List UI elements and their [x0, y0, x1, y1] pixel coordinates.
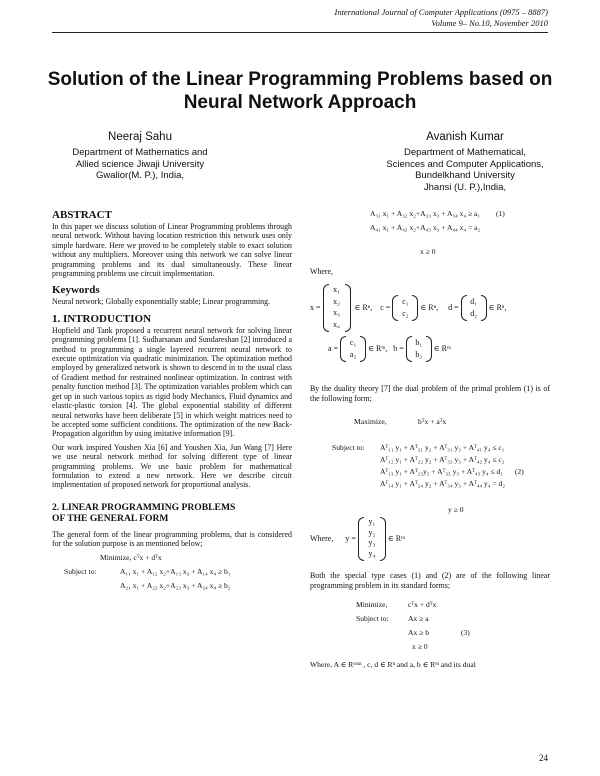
author-1-aff-1: Department of Mathematics and — [72, 147, 208, 158]
journal-volume: Volume 9– No.10, November 2010 — [431, 18, 548, 28]
intro-para-2: Our work inspired Youshen Xia [6] and Youshen Xia, Jun Wang [7] Here we use neural network method for solving different type of linear programming problems. We use basic problem for mathematical formulation to extend a new network. Here we describe circuit implementation of proposed network for proportional analysis. — [52, 442, 292, 490]
primal-constraint-3-text: A₃₁ x₁ + A₃₂ x₂+A₃₃ x₃ + A₃₄ x₄ ≥ a₁ — [370, 209, 481, 218]
primal-subject-label: Subject to: — [64, 566, 97, 576]
where-label-2: Where, — [310, 534, 334, 544]
std-min-expr: cᵀx + dᵀx — [408, 600, 437, 610]
vector-row-1 — [310, 284, 550, 332]
primal-constraint-4: A₄₁ x₁ + A₄₂ x₂+A₄₃ x₃ + A₄₄ x₄ = a₂ — [370, 223, 481, 232]
section-2-para: The general form of the linear programming problems, that is considered for the solution purpose is an mentioned below; — [52, 529, 292, 549]
intro-para-1: Hopfield and Tank proposed a recurrent neural network for solving linear programming problems [1]. Sudharsanan and Sundareshan [2] introduced a method to programming a single layered recurrent neural network to execute optimization via quadratic minimization. The optimization method employed by generalized network is shown to descend in to the usual class of Gradient method for restrained nonlinear optimization. In contrast with penalty function method [3]. The optimization variables problem which can get up in such various topics as rigid body Mechanics, Fluid dynamics and elastic-plastic torsion [4]. The global exponential stability of different neural networks have been deliberate [5] in which weight matrices need to be accepted some sufficient conditions. The optimization of the new Back-Propagation algorithm by using imitative information [9]. — [52, 325, 292, 439]
a-eq: a = — [328, 344, 339, 354]
primal-constraint-3 — [310, 209, 550, 219]
dual-constraint-2: Aᵀ₁₂ y₁ + Aᵀ₂₂ y₂ + Aᵀ₃₂ y₃ + Aᵀ₄₂ y₄ ≤ c₂ — [380, 455, 505, 465]
std-constraint-2-text: Ax ≥ b — [408, 628, 430, 638]
y-vec-0: y₁ — [368, 517, 376, 527]
std-nonneg: x ≥ 0 — [412, 642, 428, 652]
primal-constraint-2: A₂₁ x₁ + A₂₂ x₂+A₂₃ x₃ + A₂₄ x₄ ≥ b₂ — [120, 580, 231, 590]
a-vec-0: c₁ — [349, 338, 357, 348]
author-1-block — [40, 130, 240, 182]
x-vec-2: x₃ — [333, 308, 340, 318]
d-eq: d = — [448, 303, 459, 313]
c-in-rn: ∈ Rⁿ — [420, 303, 437, 313]
dual-constraint-1 — [310, 443, 550, 453]
c-vector — [392, 295, 418, 321]
std-subject-label: Subject to: — [356, 614, 389, 624]
std-objective — [310, 600, 550, 610]
dual-para: By the duality theory [7] the dual problem of the primal problem (1) is of the following form; — [310, 384, 550, 403]
x-vec-1: x₂ — [333, 296, 340, 306]
c-eq: c = — [380, 303, 391, 313]
intro-heading: 1. INTRODUCTION — [52, 312, 152, 325]
title-line-1: Solution of the Linear Programming Problems based on — [47, 69, 553, 90]
equation-3-number: (3) — [460, 628, 470, 638]
dual-subject-label: Subject to: — [332, 443, 365, 453]
b-vec-1: b₂ — [415, 350, 423, 360]
author-2-name: Avanish Kumar — [426, 131, 504, 143]
b-vector — [406, 336, 432, 362]
author-2-aff-2: Sciences and Computer Applications, — [386, 158, 544, 170]
journal-name: International Journal of Computer Applications (0975 – 8887) — [334, 7, 548, 17]
author-2-aff-1: Department of Mathematical, — [404, 147, 526, 158]
a-in-rm: ∈ Rᵐ — [368, 344, 386, 354]
dual-constraint-1-text: Aᵀ₁₁ y₁ + Aᵀ₂₁ y₂ + Aᵀ₃₁ y₃ + Aᵀ₄₁ y₄ ≤ c₁ — [380, 443, 505, 453]
x-vector — [323, 284, 351, 332]
dual-nonneg: y ≥ 0 — [448, 505, 464, 515]
primal-nonneg: x ≥ 0 — [420, 247, 436, 256]
standard-form-para: Both the special type cases (1) and (2) are of the following linear programming problem in its standard forms; — [310, 571, 550, 590]
author-2-aff-3: Bundelkhand University — [415, 170, 515, 181]
a-vec-1: a₂ — [349, 350, 357, 360]
primal-objective: Minimize, cᵀx + dᵀx — [100, 552, 162, 562]
author-1-name: Neeraj Sahu — [108, 131, 172, 143]
y-vector — [358, 517, 386, 561]
right-column — [310, 209, 550, 670]
paper-title — [40, 68, 560, 114]
dual-objective — [310, 417, 550, 427]
d-vector — [461, 295, 487, 321]
y-in-rm: ∈ Rᵐ — [387, 534, 406, 544]
d-in-rn: ∈ Rⁿ — [488, 303, 505, 313]
y-vector-row — [310, 517, 550, 561]
dual-constraint-3 — [310, 467, 550, 477]
x-eq: x = — [310, 303, 321, 313]
y-eq: y = — [345, 534, 356, 544]
abstract-text: In this paper we discuss solution of Linear Programming problems through neural network. Without having location restriction this network uses only simple hardware. Here we proved to be completely stable to exact solution without any multipliers. Moreover using this network we can solve linear programming problems and its dual simultaneously. These linear programming problems use circuit implementation. — [52, 222, 292, 279]
std-constraint-1 — [310, 614, 550, 624]
where-label-1: Where, — [310, 267, 333, 276]
author-2-block — [365, 130, 565, 193]
maximize-expr: bᵀx + aᵀx — [418, 417, 447, 427]
author-1-aff-2: Allied science Jiwaji University — [75, 158, 205, 170]
a-vector — [340, 336, 366, 362]
author-1-aff-3: Gwalior(M. P.), India, — [96, 170, 184, 181]
left-column — [52, 209, 292, 591]
maximize-label: Maximize, — [354, 417, 387, 427]
comma-3: , — [504, 303, 507, 313]
section-2-heading-1: 2. LINEAR PROGRAMMING PROBLEMS — [52, 501, 236, 513]
x-in-rn: ∈ Rⁿ — [354, 303, 371, 313]
d-vec-1: d₂ — [470, 309, 478, 319]
c-vec-0: c₁ — [402, 297, 409, 307]
b-eq: b = — [393, 344, 404, 354]
abstract-heading: ABSTRACT — [52, 209, 112, 221]
std-min-label: Minimize, — [356, 600, 388, 610]
d-vec-0: d₁ — [470, 297, 478, 307]
comma-4: , — [385, 344, 388, 354]
closing-line: Where, A ∈ Rᵐˣⁿ , c, d ∈ Rⁿ and a, b ∈ Rᵐ and its dual — [310, 660, 476, 670]
b-vec-0: b₁ — [415, 338, 423, 348]
c-vec-1: c₂ — [402, 309, 409, 319]
b-in-rm: ∈ Rᵐ — [433, 344, 451, 354]
keywords-heading: Keywords — [52, 284, 100, 297]
author-2-aff-4: Jhansi (U. P.),India, — [423, 181, 507, 193]
primal-constraint-1 — [52, 567, 292, 577]
y-vec-3: y₄ — [368, 548, 376, 558]
primal-constraint-1-text: A₁₁ x₁ + A₁₂ x₂+A₁₃ x₃ + A₁₄ x₄ ≥ b₁ — [120, 566, 231, 576]
section-2-heading-2: OF THE GENERAL FORM — [52, 513, 169, 525]
x-vec-3: x₄ — [333, 319, 340, 329]
page-number: 24 — [539, 753, 548, 763]
comma-2: , — [436, 303, 439, 313]
title-line-2: Neural Network Approach — [183, 92, 417, 113]
equation-1-number: (1) — [495, 209, 505, 218]
comma-1: , — [370, 303, 373, 313]
std-constraint-1-text: Ax ≥ a — [408, 614, 429, 624]
dual-constraint-3-text: Aᵀ₁₃ y₁ + Aᵀ₂₃y₂ + Aᵀ₃₃ y₃ + Aᵀ₄₃ y₄ ≤ d₁ — [380, 467, 503, 477]
header-rule — [52, 32, 548, 33]
dual-constraint-4: Aᵀ₁₄ y₁ + Aᵀ₂₄ y₂ + Aᵀ₃₄ y₃ + Aᵀ₄₄ y₄ = d₂ — [380, 479, 505, 489]
std-constraint-2 — [310, 628, 550, 638]
x-vec-0: x₁ — [333, 285, 340, 295]
equation-2-number: (2) — [514, 467, 524, 477]
y-vec-2: y₃ — [368, 538, 376, 548]
keywords-text: Neural network; Globally exponentially stable; Linear programming. — [52, 297, 271, 307]
vector-row-2 — [310, 336, 550, 362]
y-vec-1: y₂ — [368, 527, 376, 537]
